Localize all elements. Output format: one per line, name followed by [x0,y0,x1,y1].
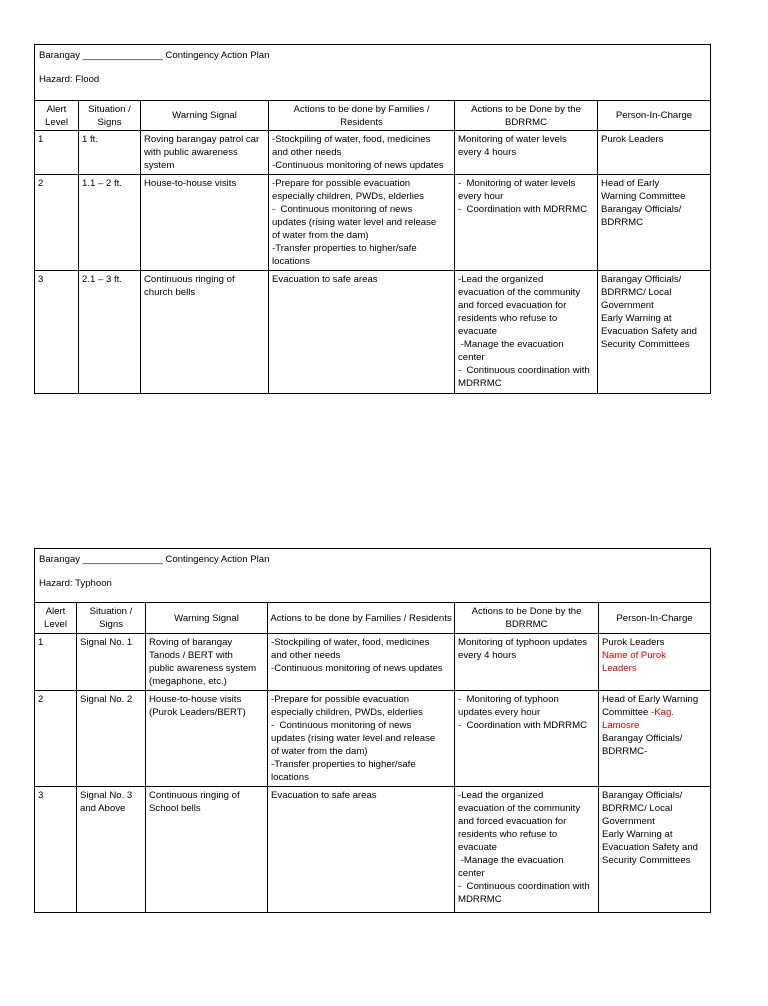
cell-line: -Transfer properties to higher/safe [272,243,417,254]
cell-line: BDRRMC [601,217,644,228]
cell-line: (Purok Leaders/BERT) [149,707,246,718]
cell-line: School bells [149,803,201,814]
header-situation: Situation / Signs [79,101,141,131]
cell-line: - Monitoring of typhoon [458,694,559,705]
header-warning-signal: Warning Signal [146,603,268,634]
flood-contingency-table [34,44,711,394]
cell-line: -Manage the evacuation [458,855,564,866]
cell-line: evacuate [458,842,497,853]
bdrrmc-actions-cell [455,634,599,691]
cell-line: Continuous ringing of [149,790,240,801]
cell-line: system [144,160,175,171]
warning-signal-cell [141,131,269,175]
table-row [35,271,711,394]
situation-cell [79,131,141,175]
table-row [35,787,711,913]
cell-line: evacuate [458,326,497,337]
cell-line: center [458,352,485,363]
typhoon-contingency-table [34,548,711,913]
header-person-in-charge: Person-In-Charge [599,603,711,634]
cell-line: House-to-house visits [144,178,237,189]
bdrrmc-actions-cell [455,131,598,175]
cell-line: residents who refuse to [458,829,558,840]
bdrrmc-actions-cell [455,175,598,271]
cell-line: Monitoring of typhoon updates [458,637,588,648]
cell-line: Barangay Officials/ [601,274,682,285]
person-in-charge-cell [599,787,711,913]
table-row [35,634,711,691]
warning-signal-cell [141,175,269,271]
cell-line: -Stockpiling of water, food, medicines [271,637,430,648]
warning-signal-cell [146,691,268,787]
cell-line: Monitoring of water levels [458,134,567,145]
cell-line: Roving barangay patrol car [144,134,260,145]
cell-line: -Prepare for possible evacuation [272,178,411,189]
cell-line: - Continuous monitoring of news [272,204,413,215]
header-person-in-charge: Person-In-Charge [598,101,711,131]
cell-line: -Transfer properties to higher/safe [271,759,416,770]
plan-title: Barangay _______________ Contingency Action Plan [39,50,270,61]
cell-line: Signal No. 2 [80,694,133,705]
header-family-actions: Actions to be done by Families / Residents [269,101,455,131]
cell-line: every hour [458,191,504,202]
header-bdrrmc-actions: Actions to be Done by the BDRRMC [455,101,598,131]
cell-line: - Coordination with MDRRMC [458,720,588,731]
cell-line: Evacuation Safety and [602,842,699,853]
cell-text: Committee [602,707,652,718]
cell-line: of water from the dam) [272,230,369,241]
cell-line: 2.1 – 3 ft. [82,274,123,285]
cell-line: -Lead the organized [458,790,544,801]
situation-cell [79,271,141,394]
cell-line: church bells [144,287,196,298]
plan-title: Barangay _______________ Contingency Action Plan [39,554,270,565]
cell-line: -Stockpiling of water, food, medicines [272,134,431,145]
cell-line: public awareness system [149,663,257,674]
cell-line: Head of Early Warning [602,694,699,705]
header-alert-level: Alert Level [35,101,79,131]
cell-line: Barangay Officials/ [602,733,683,744]
cell-line: Warning Committee [601,191,686,202]
alert-level-cell: 1 [35,634,77,691]
cell-line: updates (rising water level and release [272,217,437,228]
purok-leader-name-placeholder: Leaders [602,663,637,674]
cell-line: evacuation of the community [458,287,581,298]
warning-signal-cell [146,787,268,913]
cell-line: evacuation of the community [458,803,581,814]
committee-head-name: -Kag. [651,707,674,718]
family-actions-cell [269,175,455,271]
header-family-actions: Actions to be done by Families / Residents [268,603,455,634]
alert-level-cell: 1 [35,131,79,175]
bdrrmc-actions-cell [455,691,599,787]
family-actions-cell [268,691,455,787]
alert-level-cell: 3 [35,787,77,913]
cell-line: Purok Leaders [601,134,664,145]
cell-line: - Continuous coordination with [458,881,590,892]
cell-line: Government [602,816,655,827]
hazard-label: Hazard: Flood [39,74,100,85]
cell-line: Roving of barangay [149,637,233,648]
cell-line: and forced evacuation for [458,300,567,311]
situation-cell [77,634,146,691]
cell-line: House-to-house visits [149,694,242,705]
cell-line: locations [272,256,310,267]
situation-cell [77,787,146,913]
cell-line: - Continuous monitoring of news [271,720,412,731]
cell-line: BDRRMC/ Local [602,803,673,814]
cell-line: -Prepare for possible evacuation [271,694,410,705]
hazard-label: Hazard: Typhoon [39,578,112,589]
cell-line: - Monitoring of water levels [458,178,576,189]
alert-level-cell: 2 [35,691,77,787]
cell-line: Evacuation Safety and [601,326,698,337]
person-in-charge-cell [599,691,711,787]
family-actions-cell [269,271,455,394]
cell-line: -Lead the organized [458,274,544,285]
cell-line: of water from the dam) [271,746,368,757]
cell-line: Tanods / BERT with [149,650,233,661]
cell-line: every 4 hours [458,650,517,661]
cell-line: center [458,868,485,879]
alert-level-cell: 3 [35,271,79,394]
header-alert-level: Alert Level [35,603,77,634]
alert-level-cell: 2 [35,175,79,271]
bdrrmc-actions-cell [455,787,599,913]
table-row [35,175,711,271]
warning-signal-cell [141,271,269,394]
cell-line: every 4 hours [458,147,517,158]
cell-line: - Continuous coordination with [458,365,590,376]
cell-line: Signal No. 3 [80,790,133,801]
cell-line [602,706,707,719]
cell-line: and other needs [272,147,342,158]
cell-line: Head of Early [601,178,660,189]
plan-header [35,45,711,101]
cell-line: Signal No. 1 [80,637,133,648]
header-situation: Situation / Signs [77,603,146,634]
committee-head-name: Lamosre [602,720,640,731]
person-in-charge-cell [598,175,711,271]
situation-cell [79,175,141,271]
family-actions-cell [268,634,455,691]
cell-line: Evacuation to safe areas [271,790,377,801]
cell-line: Barangay Officials/ [601,204,682,215]
cell-line: MDRRMC [458,378,502,389]
cell-line: MDRRMC [458,894,502,905]
family-actions-cell [268,787,455,913]
plan-header [35,549,711,603]
table-row [35,131,711,175]
purok-leader-name-placeholder: Name of Purok [602,650,666,661]
cell-line: especially children, PWDs, elderlies [272,191,424,202]
cell-line: residents who refuse to [458,313,558,324]
warning-signal-cell [146,634,268,691]
cell-line: locations [271,772,309,783]
cell-line: and Above [80,803,126,814]
cell-line: Government [601,300,654,311]
person-in-charge-cell [598,131,711,175]
person-in-charge-cell [599,634,711,691]
cell-line: Evacuation to safe areas [272,274,378,285]
cell-line: with public awareness [144,147,238,158]
table-row [35,691,711,787]
family-actions-cell [269,131,455,175]
cell-line: (megaphone, etc.) [149,676,227,687]
cell-line: updates every hour [458,707,541,718]
cell-line: -Continuous monitoring of news updates [272,160,444,171]
cell-line: and forced evacuation for [458,816,567,827]
header-bdrrmc-actions: Actions to be Done by the BDRRMC [455,603,599,634]
cell-line: BDRRMC- [602,746,648,757]
cell-line: 1.1 – 2 ft. [82,178,123,189]
person-in-charge-cell [598,271,711,394]
cell-line: Continuous ringing of [144,274,235,285]
cell-line: Early Warning at [602,829,673,840]
cell-line: especially children, PWDs, elderlies [271,707,423,718]
header-warning-signal: Warning Signal [141,101,269,131]
cell-line: - Coordination with MDRRMC [458,204,588,215]
bdrrmc-actions-cell [455,271,598,394]
cell-line: 1 ft. [82,134,98,145]
cell-line: Barangay Officials/ [602,790,683,801]
cell-line: Early Warning at [601,313,672,324]
cell-line: updates (rising water level and release [271,733,436,744]
cell-line: -Continuous monitoring of news updates [271,663,443,674]
situation-cell [77,691,146,787]
cell-line: -Manage the evacuation [458,339,564,350]
cell-line: and other needs [271,650,341,661]
cell-line: Purok Leaders [602,637,665,648]
cell-line: BDRRMC/ Local [601,287,672,298]
cell-line: Security Committees [602,855,691,866]
cell-line: Security Committees [601,339,690,350]
